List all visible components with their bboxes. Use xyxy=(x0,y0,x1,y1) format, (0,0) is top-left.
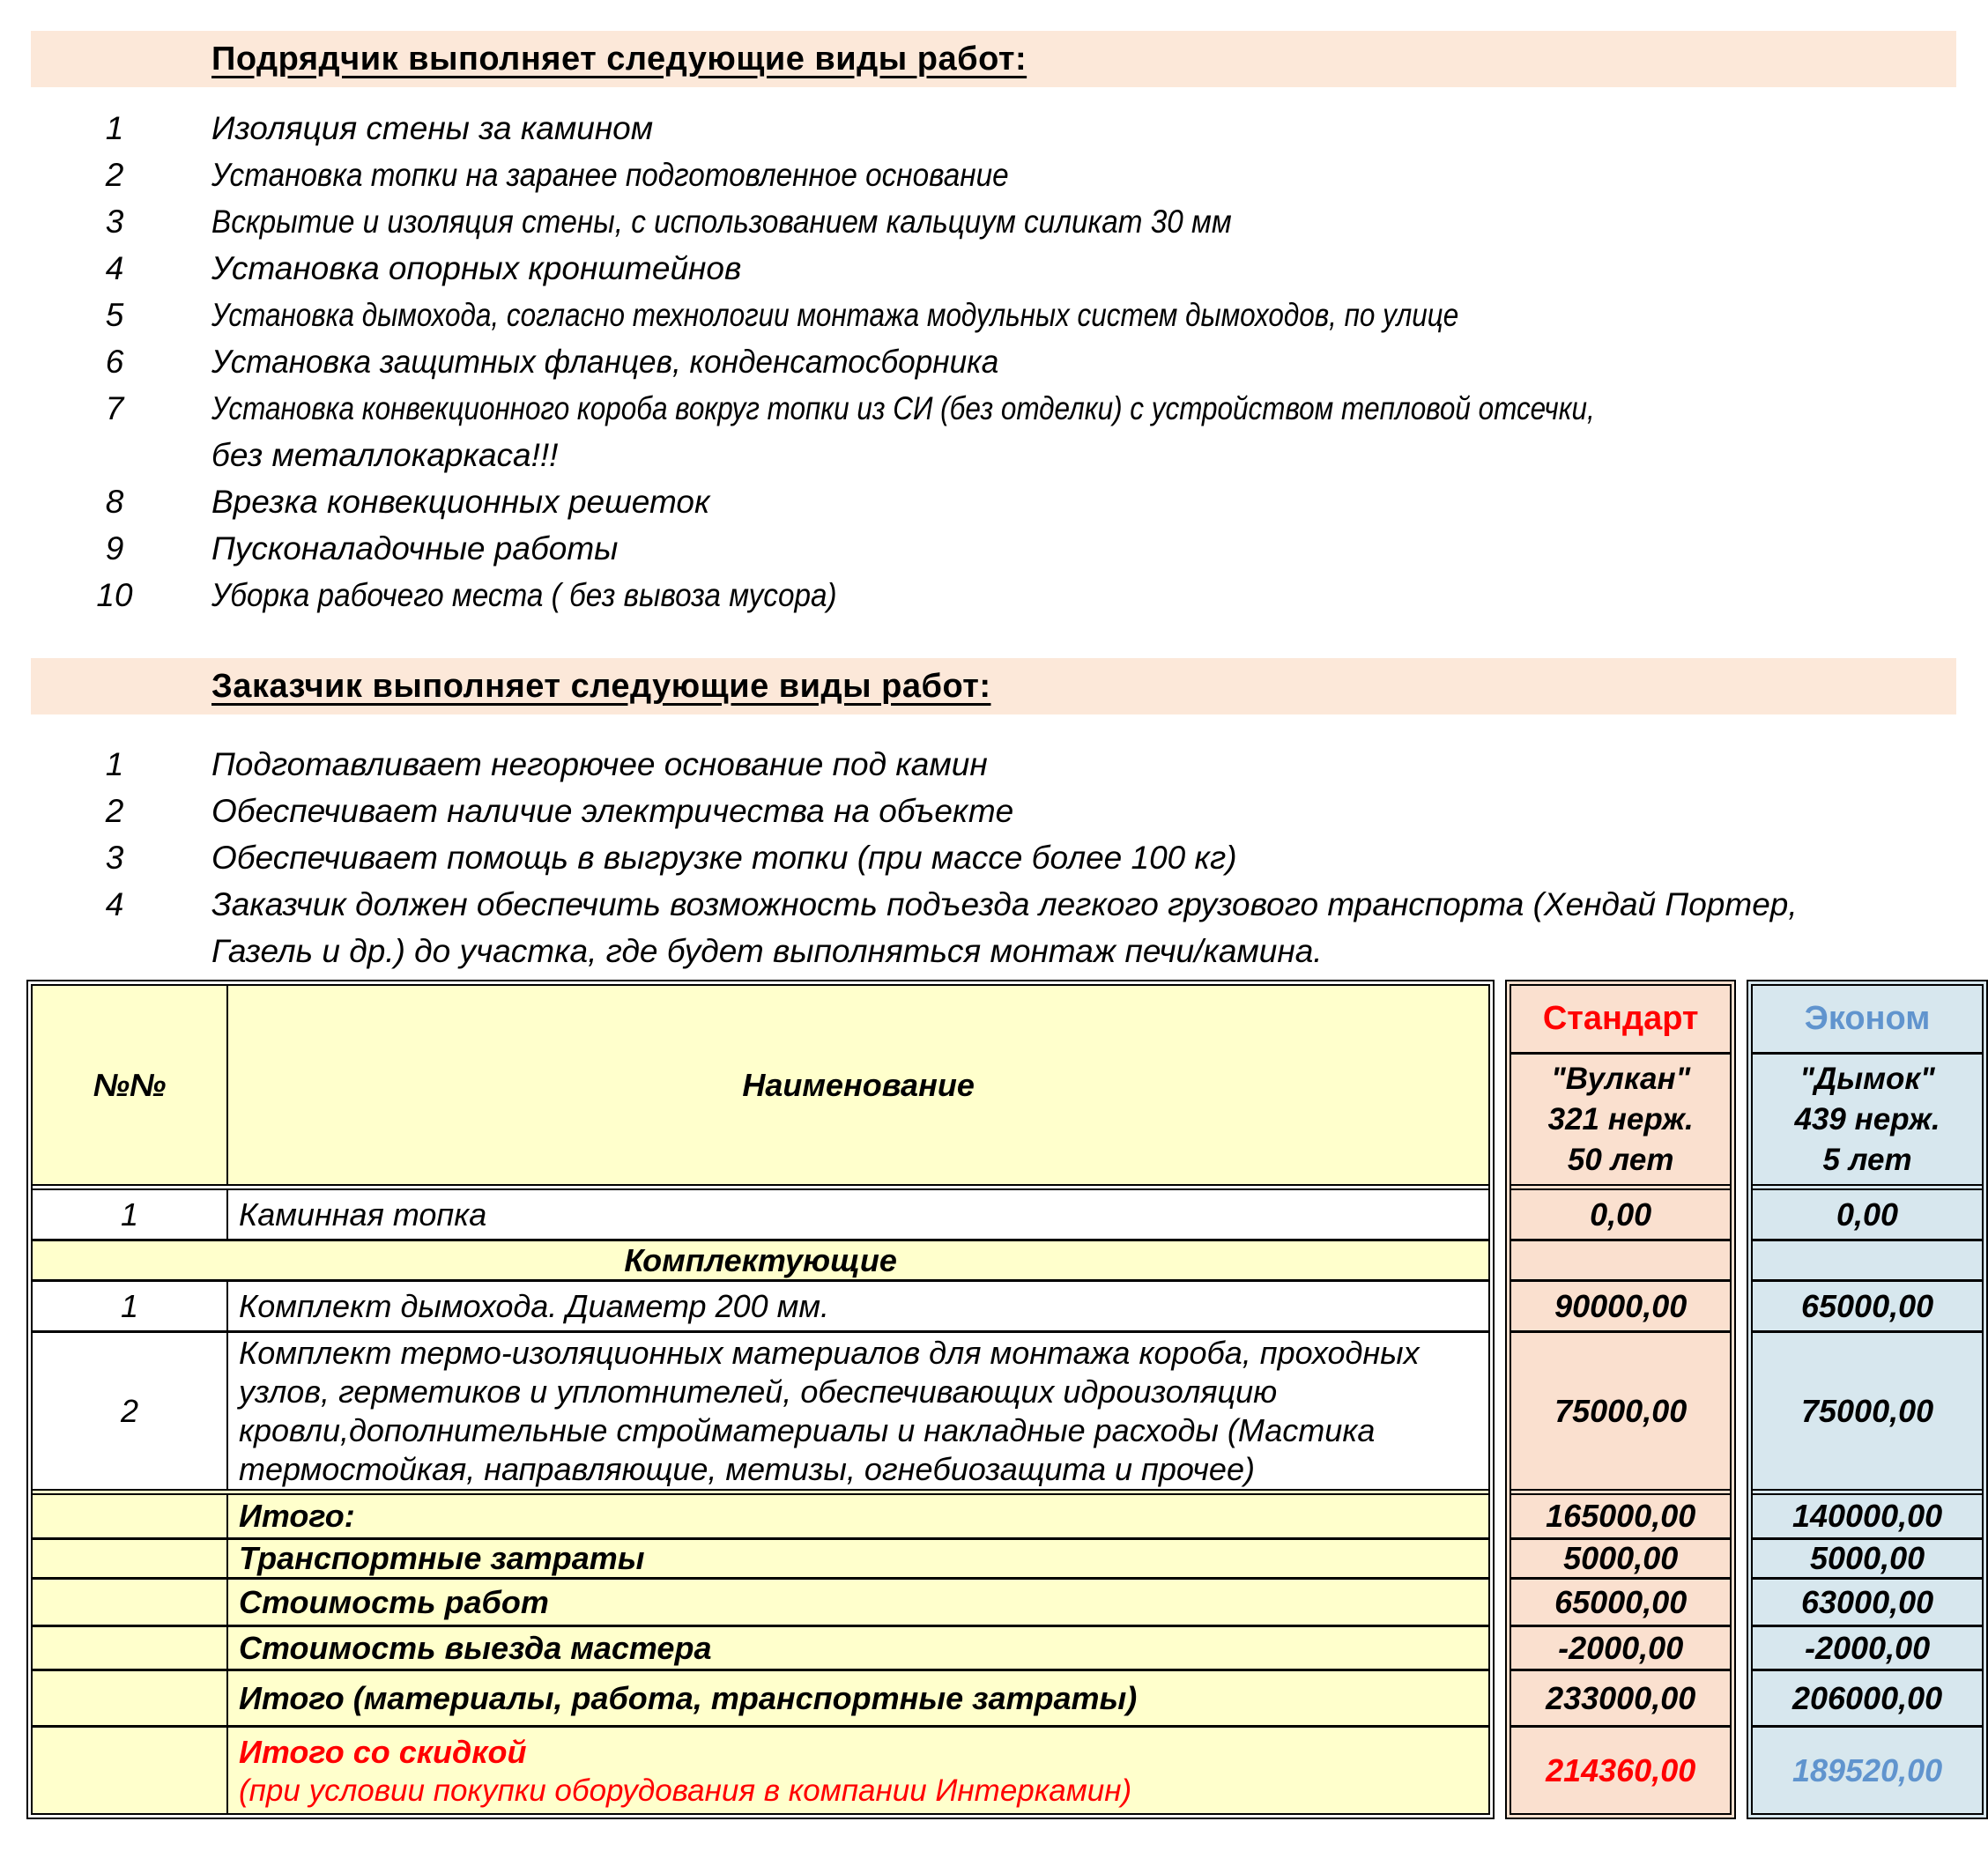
econom-value: 140000,00 xyxy=(1753,1489,1982,1537)
item-number: 3 xyxy=(105,840,124,876)
total-row xyxy=(33,1625,1488,1669)
discount-label: Итого со скидкой xyxy=(239,1733,527,1770)
econom-value: 75000,00 xyxy=(1753,1330,1982,1489)
list-item xyxy=(26,525,1988,572)
customer-works-section xyxy=(0,658,1988,974)
row-num xyxy=(33,1671,228,1725)
standard-value: 90000,00 xyxy=(1511,1279,1730,1330)
row-name: Каминная топка xyxy=(239,1196,487,1233)
econom-value: 5000,00 xyxy=(1753,1537,1982,1577)
row-name: Итого: xyxy=(239,1498,355,1534)
table-header-row xyxy=(33,986,1488,1184)
item-text: без металлокаркаса!!! xyxy=(211,437,559,473)
row-name: Стоимость выезда мастера xyxy=(239,1629,712,1666)
standard-value: 233000,00 xyxy=(1511,1669,1730,1725)
econom-value: 65000,00 xyxy=(1753,1279,1982,1330)
item-text: Изоляция стены за камином xyxy=(211,110,654,146)
discount-total-row xyxy=(33,1725,1488,1813)
list-item xyxy=(26,834,1988,881)
row-num xyxy=(33,1540,228,1577)
standard-value: 5000,00 xyxy=(1511,1537,1730,1577)
item-text: Установка защитных фланцев, конденсатосборника xyxy=(211,344,999,380)
item-number: 2 xyxy=(105,793,124,829)
list-item xyxy=(26,572,1988,618)
item-text: Подготавливает негорючее основание под камин xyxy=(211,746,988,782)
standard-discount-value: 214360,00 xyxy=(1511,1725,1730,1813)
row-num: 1 xyxy=(33,1190,228,1239)
item-number: 1 xyxy=(105,746,124,782)
row-num: 2 xyxy=(33,1333,228,1489)
table-row xyxy=(33,1279,1488,1330)
contractor-section-title: Подрядчик выполняет следующие виды работ: xyxy=(211,40,1027,78)
econom-value: 0,00 xyxy=(1753,1184,1982,1239)
customer-section-title: Заказчик выполняет следующие виды работ: xyxy=(211,667,991,705)
list-item xyxy=(26,198,1988,245)
contractor-works-section xyxy=(0,31,1988,618)
standard-column-header: Стандарт xyxy=(1542,1000,1699,1037)
item-text: Установка опорных кронштейнов xyxy=(211,250,742,286)
list-item xyxy=(26,105,1988,152)
row-num: 1 xyxy=(33,1282,228,1330)
item-number: 1 xyxy=(105,110,124,146)
row-name: Комплект термо-изоляционных материалов для монтажа короба, проходных узлов, герметиков и уплотнителей, обеспечивающих идроизоляцию кровли,дополнительные стройматериалы и накладные расходы (Мастика термостойкая, направляющие, метизы, огнебиозащита и прочее) xyxy=(239,1334,1420,1487)
econom-column-header: Эконом xyxy=(1804,1000,1931,1037)
row-num xyxy=(33,1495,228,1537)
item-text: Установка топки на заранее подготовленное основание xyxy=(211,157,1009,193)
econom-value: -2000,00 xyxy=(1753,1625,1982,1669)
row-name: Транспортные затраты xyxy=(239,1540,645,1576)
list-item xyxy=(26,881,1988,974)
item-number: 2 xyxy=(105,157,124,193)
list-item xyxy=(26,245,1988,292)
item-text: Вскрытие и изоляция стены, с использованием кальциум силикат 30 мм xyxy=(211,204,1232,240)
item-text: Заказчик должен обеспечить возможность подъезда легкого грузового транспорта (Хендай Портер, xyxy=(211,886,1798,922)
item-number: 6 xyxy=(105,344,124,380)
row-name: Стоимость работ xyxy=(239,1583,549,1620)
item-text: Установка дымохода, согласно технологии монтажа модульных систем дымоходов, по улице xyxy=(211,297,1459,333)
standard-column xyxy=(1505,980,1736,1819)
contractor-header-band xyxy=(31,31,1956,87)
standard-value: 65000,00 xyxy=(1511,1577,1730,1625)
list-item xyxy=(26,338,1988,385)
standard-value: -2000,00 xyxy=(1511,1625,1730,1669)
total-row xyxy=(33,1577,1488,1625)
table-section-row xyxy=(33,1239,1488,1279)
table-row xyxy=(33,1184,1488,1239)
row-num xyxy=(33,1627,228,1669)
econom-column-subheader: "Дымок" 439 нерж. 5 лет xyxy=(1753,1052,1982,1184)
item-number: 3 xyxy=(105,204,124,240)
item-number: 5 xyxy=(105,297,124,333)
col-header-name: Наименование xyxy=(742,1066,975,1103)
row-name: Комплект дымохода. Диаметр 200 мм. xyxy=(239,1287,830,1324)
list-item xyxy=(26,788,1988,834)
item-number: 10 xyxy=(96,577,133,613)
item-number: 8 xyxy=(105,484,124,520)
item-text: Обеспечивает наличие электричества на объекте xyxy=(211,793,1014,829)
item-number: 9 xyxy=(105,530,124,566)
standard-value: 0,00 xyxy=(1511,1184,1730,1239)
commercial-offer-document xyxy=(0,31,1988,1819)
list-item xyxy=(26,152,1988,198)
standard-value: 75000,00 xyxy=(1511,1330,1730,1489)
price-table xyxy=(26,980,1988,1819)
customer-header-band xyxy=(31,658,1956,714)
econom-column xyxy=(1747,980,1988,1819)
econom-value: 63000,00 xyxy=(1753,1577,1982,1625)
list-item xyxy=(26,478,1988,525)
list-item xyxy=(26,741,1988,788)
total-row xyxy=(33,1489,1488,1537)
item-text: Пусконаладочные работы xyxy=(211,530,619,566)
standard-column-subheader: "Вулкан" 321 нерж. 50 лет xyxy=(1511,1052,1730,1184)
econom-value xyxy=(1753,1239,1982,1279)
total-row xyxy=(33,1537,1488,1577)
standard-value xyxy=(1511,1239,1730,1279)
econom-value: 206000,00 xyxy=(1753,1669,1982,1725)
item-number: 4 xyxy=(105,886,124,922)
econom-discount-value: 189520,00 xyxy=(1753,1725,1982,1813)
contractor-works-list xyxy=(0,105,1988,618)
row-name xyxy=(228,1728,1488,1813)
item-number: 7 xyxy=(105,390,124,426)
item-text: Врезка конвекционных решеток xyxy=(211,484,710,520)
row-num xyxy=(33,1580,228,1625)
section-title: Комплектующие xyxy=(624,1241,897,1278)
item-text: Установка конвекционного короба вокруг топки из СИ (без отделки) с устройством тепловой отсечки, xyxy=(211,390,1595,426)
item-text: Газель и др.) до участка, где будет выполняться монтаж печи/камина. xyxy=(211,933,1323,969)
row-name: Итого (материалы, работа, транспортные затраты) xyxy=(239,1679,1138,1716)
list-item xyxy=(26,292,1988,338)
row-num xyxy=(33,1728,228,1813)
customer-works-list xyxy=(0,741,1988,974)
standard-value: 165000,00 xyxy=(1511,1489,1730,1537)
table-row xyxy=(33,1330,1488,1489)
col-header-num: №№ xyxy=(33,986,228,1184)
discount-condition: (при условии покупки оборудования в компании Интеркамин) xyxy=(239,1773,1132,1808)
total-row xyxy=(33,1669,1488,1725)
item-text: Обеспечивает помощь в выгрузке топки (при массе более 100 кг) xyxy=(211,840,1237,876)
price-table-main xyxy=(26,980,1495,1819)
list-item xyxy=(26,385,1988,478)
item-text: Уборка рабочего места ( без вывоза мусора) xyxy=(211,577,837,613)
item-number: 4 xyxy=(105,250,124,286)
